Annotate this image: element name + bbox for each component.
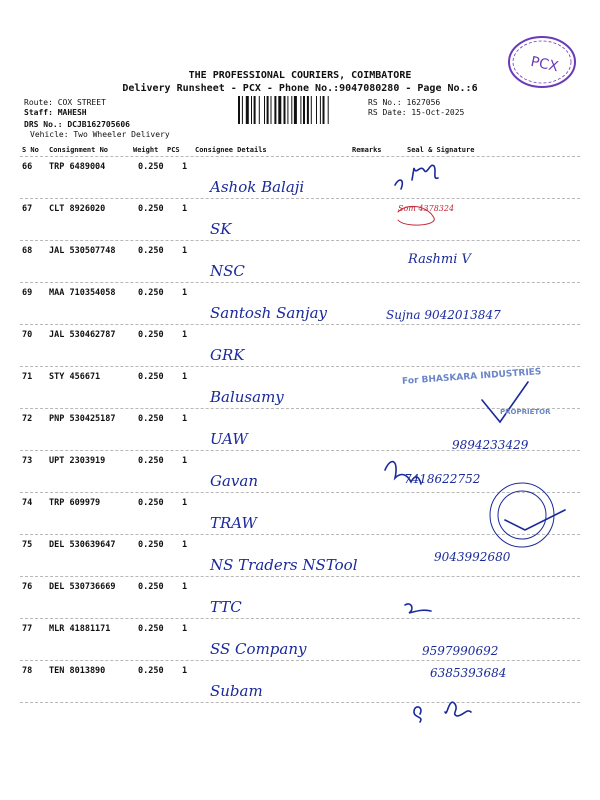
signature-73-text: 7418622752 [404, 472, 481, 486]
row-consignment: TRP 6489004 [49, 162, 106, 172]
row-consignee: Santosh Sanjay [210, 304, 328, 322]
row-sno: 74 [22, 498, 33, 508]
company-title: THE PROFESSIONAL COURIERS, COIMBATORE [188, 70, 412, 81]
seal-74 [490, 483, 554, 547]
col-pcs: PCS [167, 146, 180, 154]
row-sno: 77 [22, 624, 33, 634]
proprietor-stamp-72: PROPRIETOR [500, 408, 551, 416]
row-consignment: MAA 710354058 [49, 288, 116, 298]
signature-77-text: 9597990692 [422, 644, 499, 658]
row-weight: 0.250 [138, 162, 164, 172]
row-sno: 76 [22, 582, 33, 592]
row-pcs: 1 [182, 498, 188, 508]
row-consignee: NS Traders NSTool [210, 556, 358, 574]
row-consignee: GRK [210, 346, 245, 364]
row-consignee: UAW [210, 430, 248, 448]
row-consignee: TRAW [210, 514, 257, 532]
signature-66 [395, 165, 438, 189]
row-consignee: Ashok Balaji [210, 178, 305, 196]
row-consignee: Gavan [210, 472, 259, 490]
row-consignment: STY 456671 [49, 372, 101, 382]
row-sno: 66 [22, 162, 33, 172]
row-consignee: Balusamy [210, 388, 284, 406]
col-consignment: Consignment No [49, 146, 109, 154]
row-consignee: SS Company [210, 640, 307, 658]
row-pcs: 1 [182, 288, 188, 298]
row-pcs: 1 [182, 624, 188, 634]
row-sno: 69 [22, 288, 33, 298]
row-weight: 0.250 [138, 372, 164, 382]
row-sno: 67 [22, 204, 33, 214]
row-sno: 72 [22, 414, 33, 424]
row-pcs: 1 [182, 162, 188, 172]
row-consignment: UPT 2303919 [49, 456, 106, 466]
col-remarks: Remarks [352, 146, 382, 154]
row-consignee: SK [210, 220, 232, 238]
col-seal-signature: Seal & Signature [407, 146, 475, 154]
row-pcs: 1 [182, 246, 188, 256]
row-weight: 0.250 [138, 456, 164, 466]
signature-67-text: Som 4378324 [398, 204, 455, 213]
row-consignment: JAL 530462787 [49, 330, 116, 340]
row-consignment: TRP 609979 [49, 498, 101, 508]
row-consignment: PNP 530425187 [49, 414, 116, 424]
row-pcs: 1 [182, 204, 188, 214]
row-weight: 0.250 [138, 288, 164, 298]
row-sno: 70 [22, 330, 33, 340]
company-stamp-71: For BHASKARA INDUSTRIES [401, 367, 542, 387]
signature-68-text: Rashmi V [408, 252, 471, 267]
row-consignment: JAL 530507748 [49, 246, 116, 256]
route-label: Route: COX STREET [24, 98, 106, 107]
row-weight: 0.250 [138, 582, 164, 592]
row-sno: 68 [22, 246, 33, 256]
col-consignee: Consignee Details [195, 146, 267, 154]
row-weight: 0.250 [138, 414, 164, 424]
row-pcs: 1 [182, 372, 188, 382]
row-consignment: MLR 41881171 [49, 624, 111, 634]
row-pcs: 1 [182, 540, 188, 550]
col-sno: S No [22, 146, 39, 154]
staff-label: Staff: MAHESH [24, 108, 87, 117]
row-weight: 0.250 [138, 540, 164, 550]
row-pcs: 1 [182, 666, 188, 676]
row-pcs: 1 [182, 582, 188, 592]
row-pcs: 1 [182, 330, 188, 340]
runsheet-title: Delivery Runsheet - PCX - Phone No.:9047080280 - Page No.:6 [122, 83, 478, 94]
row-weight: 0.250 [138, 246, 164, 256]
row-consignment: DEL 530639647 [49, 540, 116, 550]
pcx-stamp-text: PCX [529, 53, 560, 76]
row-pcs: 1 [182, 456, 188, 466]
rs-date: RS Date: 15-Oct-2025 [368, 108, 465, 117]
row-sno: 73 [22, 456, 33, 466]
row-sno: 71 [22, 372, 33, 382]
row-pcs: 1 [182, 414, 188, 424]
signature-74 [505, 510, 565, 530]
vehicle-label: Vehicle: Two Wheeler Delivery [30, 130, 170, 139]
row-consignment: DEL 530736669 [49, 582, 116, 592]
row-sno: 78 [22, 666, 33, 676]
signature-76 [405, 604, 431, 613]
row-consignee: NSC [210, 262, 245, 280]
row-consignee: TTC [210, 598, 242, 616]
signature-75-text: 9043992680 [434, 550, 511, 564]
signature-78-text: 6385393684 [430, 666, 507, 680]
row-consignee: Subam [210, 682, 263, 700]
row-consignment: CLT 8926020 [49, 204, 106, 214]
row-consignment: TEN 8013890 [49, 666, 106, 676]
signature-69-text: Sujna 9042013847 [386, 308, 501, 322]
drs-label: DRS No.: DCJB162705606 [24, 120, 130, 129]
signature-71 [482, 382, 528, 422]
row-weight: 0.250 [138, 204, 164, 214]
rs-no: RS No.: 1627056 [368, 98, 441, 107]
signature-78 [414, 702, 471, 722]
row-sno: 75 [22, 540, 33, 550]
row-weight: 0.250 [138, 498, 164, 508]
signature-72-text: 9894233429 [452, 438, 529, 452]
row-weight: 0.250 [138, 330, 164, 340]
row-weight: 0.250 [138, 624, 164, 634]
row-weight: 0.250 [138, 666, 164, 676]
col-weight: Weight [133, 146, 159, 154]
